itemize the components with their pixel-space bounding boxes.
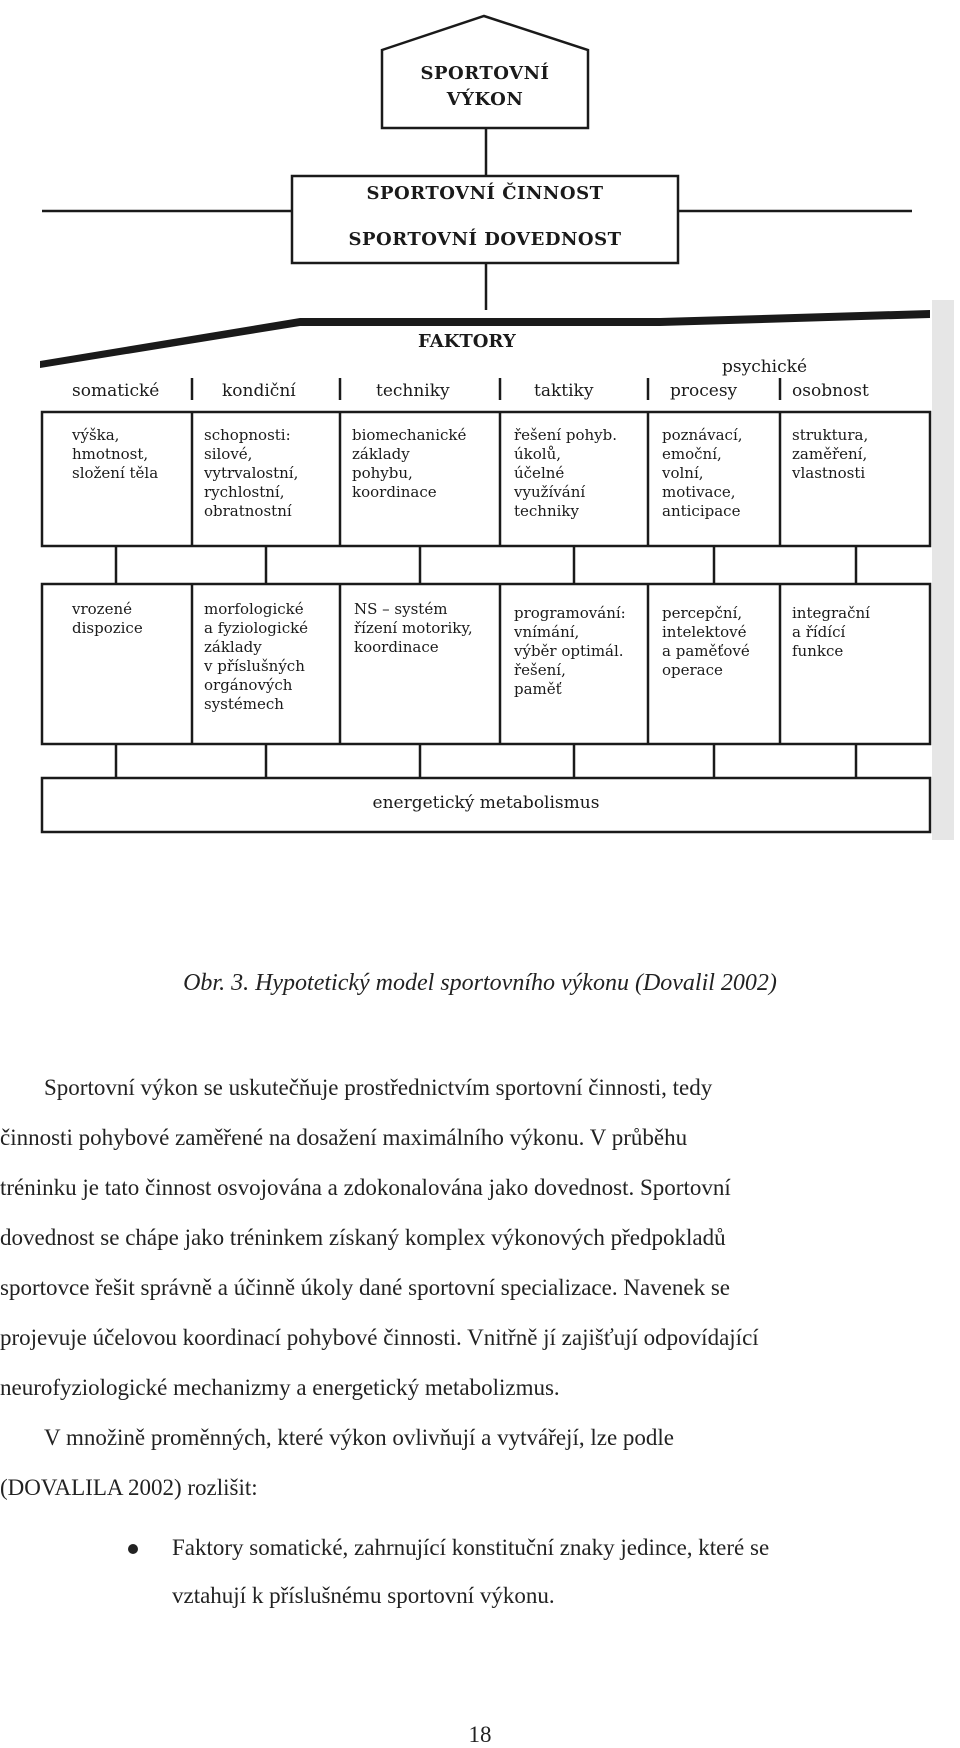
header-procesy: procesy <box>670 381 738 401</box>
header-kondicni: kondiční <box>222 381 296 401</box>
header-osobnost: osobnost <box>792 381 869 401</box>
row2-cell-procesy: percepční, intelektové a paměťové operace <box>662 604 750 679</box>
page-number: 18 <box>468 1722 492 1747</box>
para-line-8: V množině proměnných, které výkon ovlivňují a vytvářejí, lze podle <box>44 1425 674 1450</box>
para-line-7: neurofyziologické mechanizmy a energetický metabolizmus. <box>0 1375 560 1400</box>
para-line-6: projevuje účelovou koordinací pohybové činnosti. Vnitřně jí zajišťují odpovídající <box>0 1325 759 1350</box>
row2-cell-osobnost: integrační a řídící funkce <box>792 604 870 660</box>
row1-cell-procesy: poznávací, emoční, volní, motivace, anticipace <box>662 426 743 520</box>
para-line-5: sportovce řešit správně a účinně úkoly dané sportovní specializace. Navenek se <box>0 1275 730 1300</box>
para-line-9: (DOVALILA 2002) rozlišit: <box>0 1475 258 1500</box>
bottom-box-label: energetický metabolismus <box>372 793 600 813</box>
header-somaticke: somatické <box>72 381 160 401</box>
row2-cell-kondicni: morfologické a fyziologické základy v příslušných orgánových systémech <box>204 600 309 713</box>
para-line-4: dovednost se chápe jako tréninkem získaný komplex výkonových předpokladů <box>0 1225 726 1250</box>
top-box-title-1: SPORTOVNÍ <box>420 63 550 84</box>
row1-cell-somaticke: výška, hmotnost, složení těla <box>72 426 159 482</box>
middle-box-line-1: SPORTOVNÍ ČINNOST <box>366 183 604 204</box>
header-techniky: techniky <box>376 381 450 401</box>
psychic-label: psychické <box>722 357 807 377</box>
para-line-2: činnosti pohybové zaměřené na dosažení maximálního výkonu. V průběhu <box>0 1125 688 1150</box>
factors-title: FAKTORY <box>418 331 516 352</box>
row2-cell-somaticke: vrozené dispozice <box>72 600 143 637</box>
row1-cell-kondicni: schopnosti: silové, vytrvalostní, rychlostní, obratnostní <box>204 426 299 520</box>
row1-cell-osobnost: struktura, zaměření, vlastnosti <box>792 426 869 482</box>
row2-cell-techniky: NS – systém řízení motoriky, koordinace <box>354 600 473 656</box>
para-line-3: tréninku je tato činnost osvojována a zdokonalována jako dovednost. Sportovní <box>0 1175 731 1200</box>
bullet-line-2: vztahují k příslušnému sportovní výkonu. <box>172 1583 555 1608</box>
bullet-line-1: Faktory somatické, zahrnující konstituční znaky jedince, které se <box>172 1535 770 1560</box>
figure-caption: Obr. 3. Hypotetický model sportovního výkonu (Dovalil 2002) <box>183 970 777 996</box>
middle-box-line-2: SPORTOVNÍ DOVEDNOST <box>348 229 622 250</box>
factor-diagram <box>0 0 960 860</box>
bullet-icon <box>128 1544 138 1554</box>
top-box-title-2: VÝKON <box>446 89 524 110</box>
row1-cell-taktiky: řešení pohyb. úkolů, účelné využívání techniky <box>514 426 617 520</box>
row1-cell-techniky: biomechanické základy pohybu, koordinace <box>352 426 467 501</box>
row2-cell-taktiky: programování: vnímání, výběr optimál. řešení, paměť <box>514 604 626 698</box>
header-taktiky: taktiky <box>534 381 594 401</box>
para-line-1: Sportovní výkon se uskutečňuje prostřednictvím sportovní činnosti, tedy <box>44 1075 713 1100</box>
